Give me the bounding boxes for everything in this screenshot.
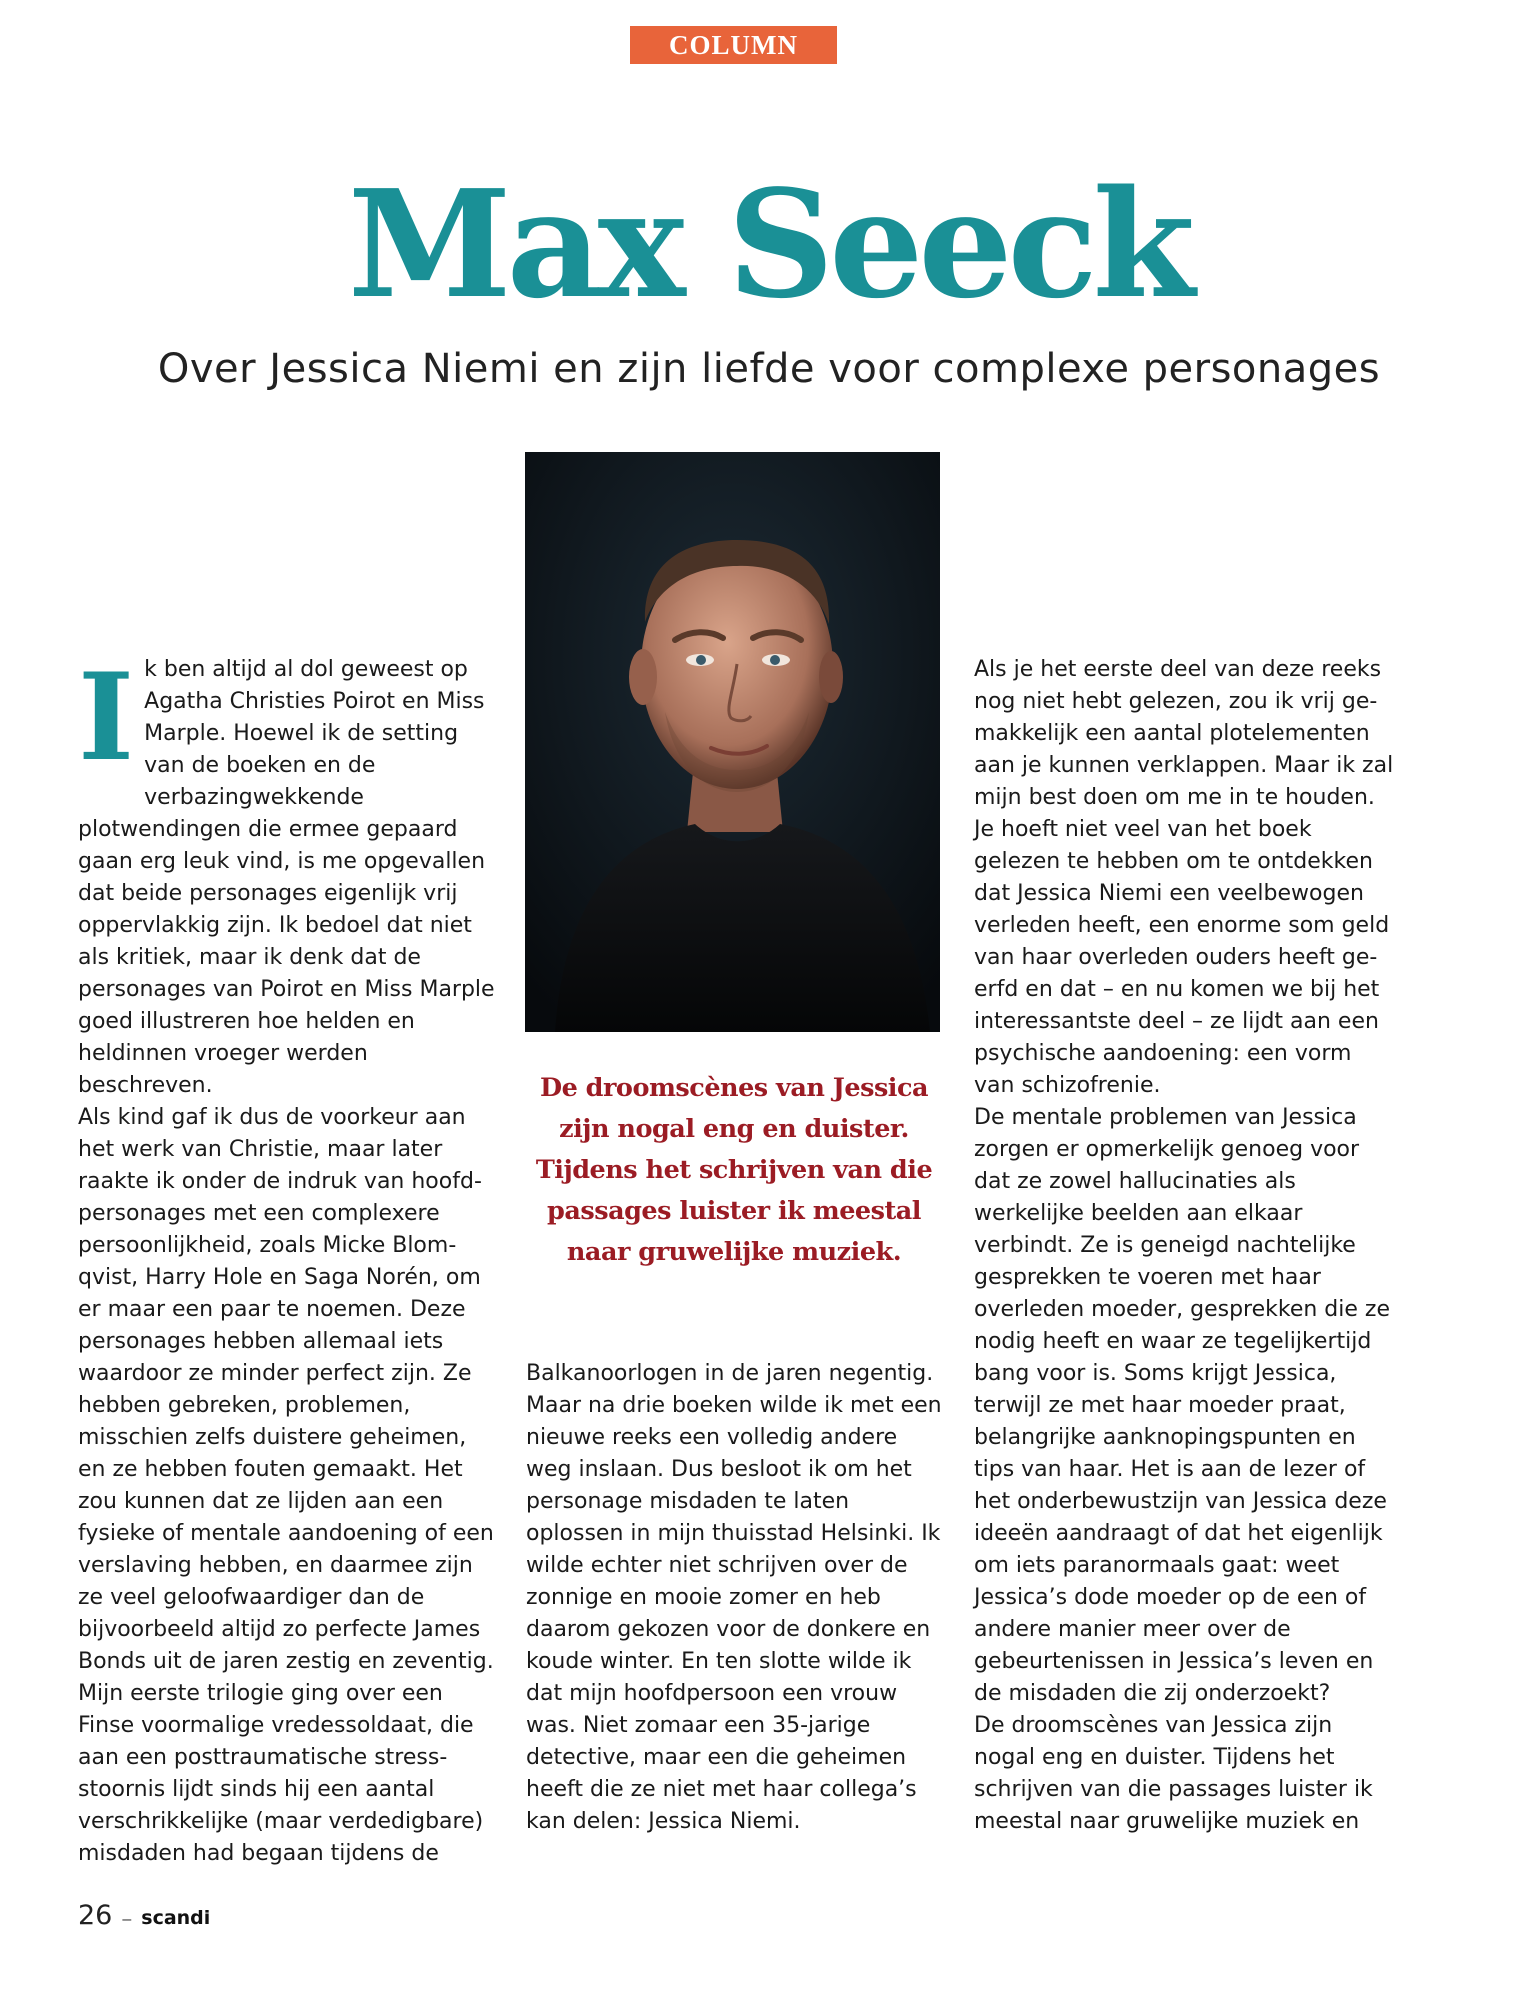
section-tag: COLUMN [630, 26, 837, 64]
paragraph: Als kind gaf ik dus de voorkeur aan het werk van Christie, maar later raakte ik onder de indruk van hoofdpersonages met een complexere persoonlijkheid, zoals Micke Blomqvist, Harry Hole en Saga Norén, om er maar een paar te noemen. Deze personages hebben allemaal iets waardoor ze minder perfect zijn. Ze hebben gebreken, problemen, misschien zelfs duistere geheimen, en ze hebben fouten gemaakt. Het zou kunnen dat ze lijden aan een fysieke of mentale aandoening of een verslaving hebben, en daarmee zijn ze veel geloofwaardiger dan de bijvoorbeeld altijd zo perfecte James Bonds uit de jaren zestig en zeventig. Mijn eerste trilogie ging over een Finse voormalige vredessoldaat, die aan een posttraumatische stressstoornis lijdt sinds hij een aantal verschrikkelijke (maar verdedigbare) misdaden had begaan tijdens de [78, 1105, 494, 1866]
article-subtitle: Over Jessica Niemi en zijn liefde voor complexe personages [157, 346, 1381, 392]
article-column-1 [78, 647, 498, 1870]
article-column-2 [526, 1358, 946, 1838]
paragraph: Als je het eerste deel van deze reeks nog niet hebt gelezen, zou ik vrij gemakkelijk een aantal plotelementen aan je kunnen verklappen. Maar ik zal mijn best doen om me in te houden. Je hoeft niet veel van het boek gelezen te hebben om te ontdekken dat Jessica Niemi een veelbewogen verleden heeft, een enorme som geld van haar overleden ouders heeft geerfd en dat – en nu komen we bij het interessantste deel – ze lijdt aan een psychische aandoening: een vorm van schizofrenie. [974, 657, 1394, 1098]
magazine-name: scandi [141, 1907, 211, 1929]
drop-cap: I [78, 647, 135, 788]
author-portrait-photo [525, 452, 940, 1032]
article-column-3 [974, 654, 1394, 1838]
article-title: Max Seeck [347, 157, 1191, 331]
page-number: 26 [78, 1900, 113, 1931]
paragraph: Balkanoorlogen in de jaren negentig. Maar na drie boeken wilde ik met een nieuwe reeks een volledig andere weg inslaan. Dus besloot ik om het personage misdaden te laten oplossen in mijn thuisstad Helsinki. Ik wilde echter niet schrijven over de zonnige en mooie zomer en heb daarom gekozen voor de donkere en koude winter. En ten slotte wilde ik dat mijn hoofdpersoon een vrouw was. Niet zomaar een 35-jarige detective, maar een die geheimen heeft die ze niet met haar collega’s kan delen: Jessica Niemi. [526, 1361, 942, 1834]
footer-dash: – [122, 1911, 132, 1928]
paragraph: k ben altijd al dol geweest op Agatha Christies Poirot en Miss Marple. Hoewel ik de setting van de boeken en de verbazingwekkende plotwendingen die ermee gepaard gaan erg leuk vind, is me opgevallen dat beide personages eigenlijk vrij oppervlakkig zijn. Ik bedoel dat niet als kritiek, maar ik denk dat de personages van Poirot en Miss Marple goed illustreren hoe helden en heldinnen vroeger werden beschreven. [78, 657, 495, 1098]
pull-quote: De droomscènes van Jessica zijn nogal eng en duister. Tijdens het schrijven van die passages luister ik meestal naar gruwelijke muziek. [535, 1073, 933, 1267]
page-footer [78, 1900, 210, 1931]
paragraph: De droomscènes van Jessica zijn nogal eng en duister. Tijdens het schrijven van die passages luister ik meestal naar gruwelijke muziek en [974, 1713, 1373, 1834]
paragraph: De mentale problemen van Jessica zorgen er opmerkelijk genoeg voor dat ze zowel hallucinaties als werkelijke beelden aan elkaar verbindt. Ze is geneigd nachtelijke gesprekken te voeren met haar overleden moeder, gesprekken die ze nodig heeft en waar ze tegelijkertijd bang voor is. Soms krijgt Jessica, terwijl ze met haar moeder praat, belangrijke aanknopingspunten en tips van haar. Het is aan de lezer of het onderbewustzijn van Jessica deze ideeën aandraagt of dat het eigenlijk om iets paranormaals gaat: weet Jessica’s dode moeder op de een of andere manier meer over de gebeurtenissen in Jessica’s leven en de misdaden die zij onderzoekt? [974, 1105, 1390, 1706]
